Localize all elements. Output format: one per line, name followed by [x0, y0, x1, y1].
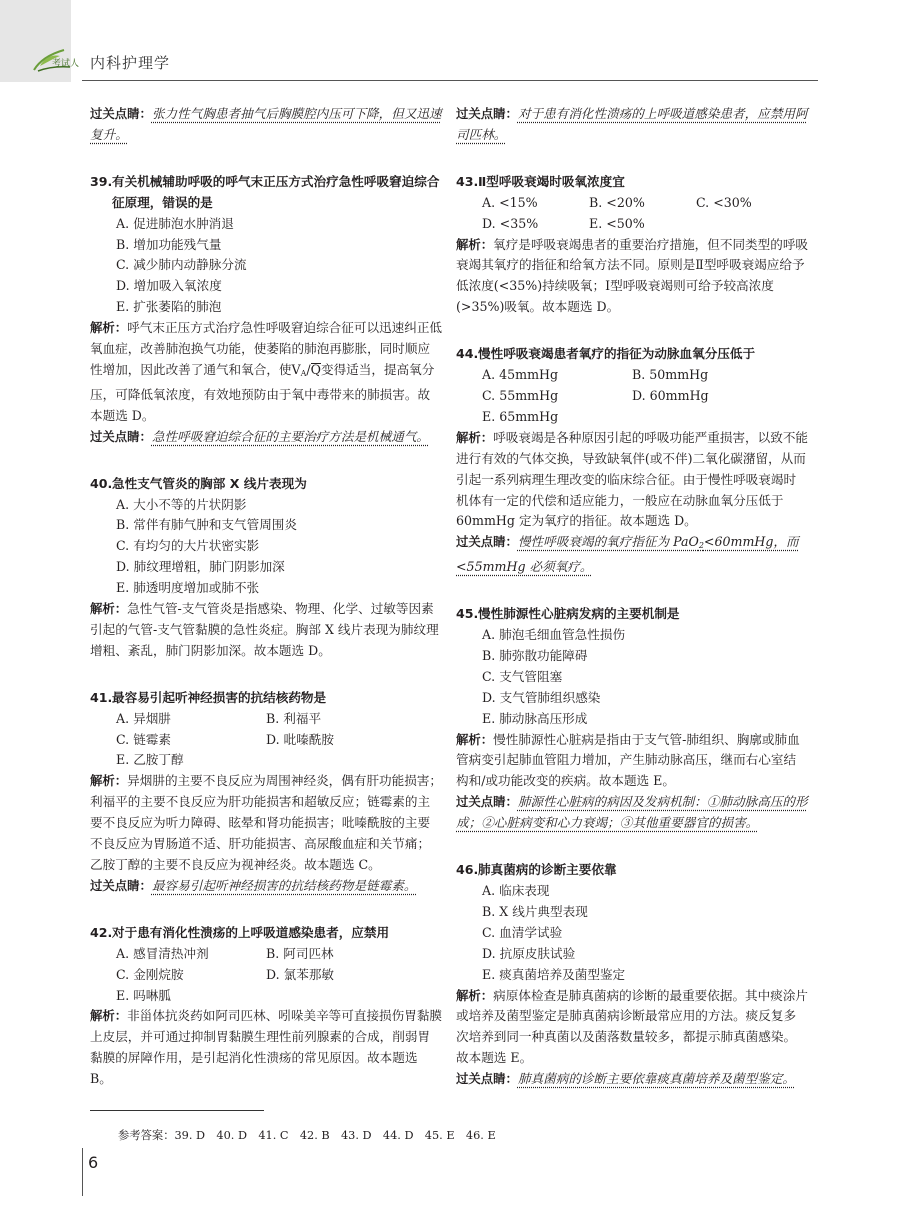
keypoint-label: 过关点睛： [90, 877, 152, 893]
footnote-rule [90, 1110, 264, 1111]
question-number: 46. [456, 862, 479, 878]
question-number: 45. [456, 606, 479, 622]
page-number: 6 [88, 1153, 99, 1172]
option-c: C. 减少肺内动静脉分流 [116, 257, 247, 273]
keypoint-box [90, 427, 442, 448]
keypoint-label: 过关点睛： [456, 1071, 518, 1087]
question-number: 44. [456, 346, 479, 362]
keypoint-text: 张力性气胸患者抽气后胸膜腔内压可下降，但又迅速复升。 [90, 106, 442, 142]
option-e: E. 吗啉胍 [116, 987, 171, 1003]
question-stem: 46.肺真菌病的诊断主要依靠 [456, 860, 808, 881]
footer-rule [82, 1148, 83, 1196]
option-b: B. 增加功能残气量 [116, 236, 222, 252]
keypoint-label: 过关点睛： [90, 428, 152, 444]
keypoint-label: 过关点睛： [456, 794, 518, 810]
option-e: E. 肺透明度增加或肺不张 [116, 580, 260, 596]
explanation: 解析：呼气末正压方式治疗急性呼吸窘迫综合征可以迅速纠正低氧血症，改善肺泡换气功能，使萎陷的肺泡再膨胀，同时顺应性增加，因此改善了通气和氧合，使$V_A/Q$变得适当，提高氧分压，可降低氧浓度，有效地预防由于氧中毒带来的肺损害。故本题选 D。 [90, 320, 443, 423]
question-stem: 39.有关机械辅助呼吸的呼气末正压方式治疗急性呼吸窘迫综合征原理，错误的是 [90, 173, 440, 210]
option-b: B. X 线片典型表现 [482, 903, 588, 919]
keypoint-box [456, 532, 808, 578]
option-b: B. 肺弥散功能障碍 [482, 647, 588, 663]
option-c: C. 55mmHg [482, 387, 559, 403]
question-39 [90, 172, 442, 448]
question-44 [456, 344, 808, 578]
keypoint-label: 过关点睛： [90, 106, 152, 121]
option-d: D. 支气管肺组织感染 [482, 689, 601, 705]
option-d: D. 肺纹理增粗，肺门阴影加深 [116, 559, 285, 575]
question-stem: 42.对于患有消化性溃疡的上呼吸道感染患者，应禁用 [90, 923, 442, 944]
keypoint-box [90, 876, 442, 897]
question-stem: 43.Ⅱ型呼吸衰竭时吸氧浓度宜 [456, 172, 808, 193]
option-d: D. 增加吸入氧浓度 [116, 278, 222, 294]
keypoint-label: 过关点睛： [456, 534, 518, 550]
option-a: A. 异烟肼 [116, 710, 171, 726]
question-stem: 40.急性支气管炎的胸部 X 线片表现为 [90, 474, 442, 495]
option-e: E. 扩张萎陷的肺泡 [116, 299, 222, 315]
explanation: 解析：病原体检查是肺真菌病的诊断的最重要依据。其中痰涂片或培养及菌型鉴定是肺真菌病诊断最常应用的方法。痰反复多次培养到同一种真菌以及菌落数量较多，都提示肺真菌感染。故本题选 E。 [456, 987, 809, 1066]
question-number: 41. [90, 689, 113, 705]
option-e: E. 痰真菌培养及菌型鉴定 [482, 966, 626, 982]
option-c: C. 链霉素 [116, 731, 171, 747]
option-b: B. 常伴有肺气肿和支气管周围炎 [116, 517, 297, 533]
question-40 [90, 474, 442, 662]
explanation: 解析：慢性肺源性心脏病是指由于支气管-肺组织、胸廓或肺血管病变引起肺血管阻力增加，产生肺动脉高压，继而右心室结构和/或功能改变的疾病。故本题选 E。 [456, 731, 800, 789]
option-a: A. 促进肺泡水肿消退 [116, 215, 234, 231]
keypoint-box [456, 1069, 808, 1090]
option-c: C. 血清学试验 [482, 924, 563, 940]
question-42 [90, 923, 442, 1090]
question-number: 40. [90, 475, 113, 491]
option-c: C. 金刚烷胺 [116, 966, 184, 982]
question-46 [456, 860, 808, 1090]
question-number: 43. [456, 173, 479, 189]
keypoint-box [456, 792, 808, 834]
option-a: A. 临床表现 [482, 883, 550, 898]
option-e: E. 65mmHg [482, 408, 559, 424]
explanation: 解析：非甾体抗炎药如阿司匹林、吲哚美辛等可直接损伤胃黏膜上皮层，并可通过抑制胃黏膜生理性前列腺素的合成，削弱胃黏膜的屏障作用，是引起消化性溃疡的常见原因。故本题选 B。 [90, 1008, 443, 1087]
header-rule [82, 80, 818, 81]
keypoint-box [90, 104, 442, 146]
question-45 [456, 604, 808, 834]
option-e: E. 肺动脉高压形成 [482, 710, 588, 726]
option-a: A. 感冒清热冲剂 [116, 945, 209, 961]
keypoint-text: 对于患有消化性溃疡的上呼吸道感染患者，应禁用阿司匹林。 [456, 106, 808, 142]
option-d: D. 60mmHg [632, 387, 709, 403]
option-b: B. 阿司匹林 [266, 945, 334, 961]
option-c: C. <30% [696, 194, 752, 210]
logo-text: 考试人 [52, 59, 80, 69]
option-e: E. <50% [589, 215, 645, 231]
answer-key: 参考答案：39. D 40. D 41. C 42. B 43. D 44. D 45. E 46. E [118, 1129, 496, 1142]
explanation: 解析：氧疗是呼吸衰竭患者的重要治疗措施，但不同类型的呼吸衰竭其氧疗的指征和给氧方法不同。原则是Ⅱ型呼吸衰竭应给予低浓度(<35%)持续吸氧；Ⅰ型呼吸衰竭则可给予较高浓度(>35%)吸氧。故本题选 D。 [456, 236, 809, 315]
right-column [456, 104, 808, 1090]
option-d: D. 抗原皮肤试验 [482, 945, 576, 961]
left-column [90, 104, 442, 1090]
publisher-logo [30, 44, 80, 74]
option-a: A. 45mmHg [482, 367, 559, 383]
keypoint-text: 肺源性心脏病的病因及发病机制：①肺动脉高压的形成；②心脏病变和心力衰竭；③其他重要器官的损害。 [456, 794, 808, 831]
question-stem: 44.慢性呼吸衰竭患者氧疗的指征为动脉血氧分压低于 [456, 344, 808, 365]
keypoint-text: 最容易引起听神经损害的抗结核药物是链霉素。 [151, 877, 417, 893]
option-c: C. 支气管阻塞 [482, 668, 563, 684]
option-a: A. <15% [482, 194, 538, 210]
keypoint-text: 急性呼吸窘迫综合征的主要治疗方法是机械通气。 [151, 428, 430, 444]
question-number: 39. [90, 173, 113, 189]
option-d: D. 氯苯那敏 [266, 966, 335, 982]
question-41 [90, 688, 442, 897]
running-title: 内科护理学 [90, 54, 171, 72]
keypoint-text: 肺真菌病的诊断主要依靠痰真菌培养及菌型鉴定。 [517, 1071, 796, 1087]
option-e: E. 乙胺丁醇 [116, 752, 184, 768]
option-d: D. 吡嗪酰胺 [266, 731, 335, 747]
keypoint-box [456, 104, 808, 146]
explanation: 解析：异烟肼的主要不良反应为周围神经炎，偶有肝功能损害；利福平的主要不良反应为肝功能损害和超敏反应；链霉素的主要不良反应为听力障碍、眩晕和肾功能损害；吡嗪酰胺的主要不良反应为胃肠道不适、肝功能损害、高尿酸血症和关节痛；乙胺丁醇的主要不良反应为视神经炎。故本题选 C。 [90, 773, 443, 872]
option-b: B. <20% [589, 194, 645, 210]
option-b: B. 利福平 [266, 710, 322, 726]
keypoint-label: 过关点睛： [456, 106, 518, 121]
option-a: A. 大小不等的片状阴影 [116, 496, 247, 512]
explanation: 解析：急性气管-支气管炎是指感染、物理、化学、过敏等因素引起的气管-支气管黏膜的急性炎症。胸部 X 线片表现为肺纹理增粗、紊乱，肺门阴影加深。故本题选 D。 [90, 601, 439, 658]
option-d: D. <35% [482, 215, 539, 231]
explanation: 解析：呼吸衰竭是各种原因引起的呼吸功能严重损害，以致不能进行有效的气体交换，导致缺氧伴(或不伴)二氧化碳潴留，从而引起一系列病理生理改变的临床综合征。由于慢性呼吸衰竭时机体有一定的代偿和适应能力，一般应在动脉血氧分压低于 60mmHg 定为氧疗的指征。故本题选 D。 [456, 429, 809, 529]
option-a: A. 肺泡毛细血管急性损伤 [482, 627, 626, 643]
keypoint-text: 慢性呼吸衰竭的氧疗指征为 PaO$_2$<60mmHg，而<55mmHg 必须氧疗。 [456, 534, 799, 575]
question-43 [456, 172, 808, 318]
question-stem: 41.最容易引起听神经损害的抗结核药物是 [90, 688, 442, 709]
question-stem: 45.慢性肺源性心脏病发病的主要机制是 [456, 604, 808, 625]
question-number: 42. [90, 924, 113, 940]
option-c: C. 有均匀的大片状密实影 [116, 538, 260, 554]
option-b: B. 50mmHg [632, 367, 709, 383]
